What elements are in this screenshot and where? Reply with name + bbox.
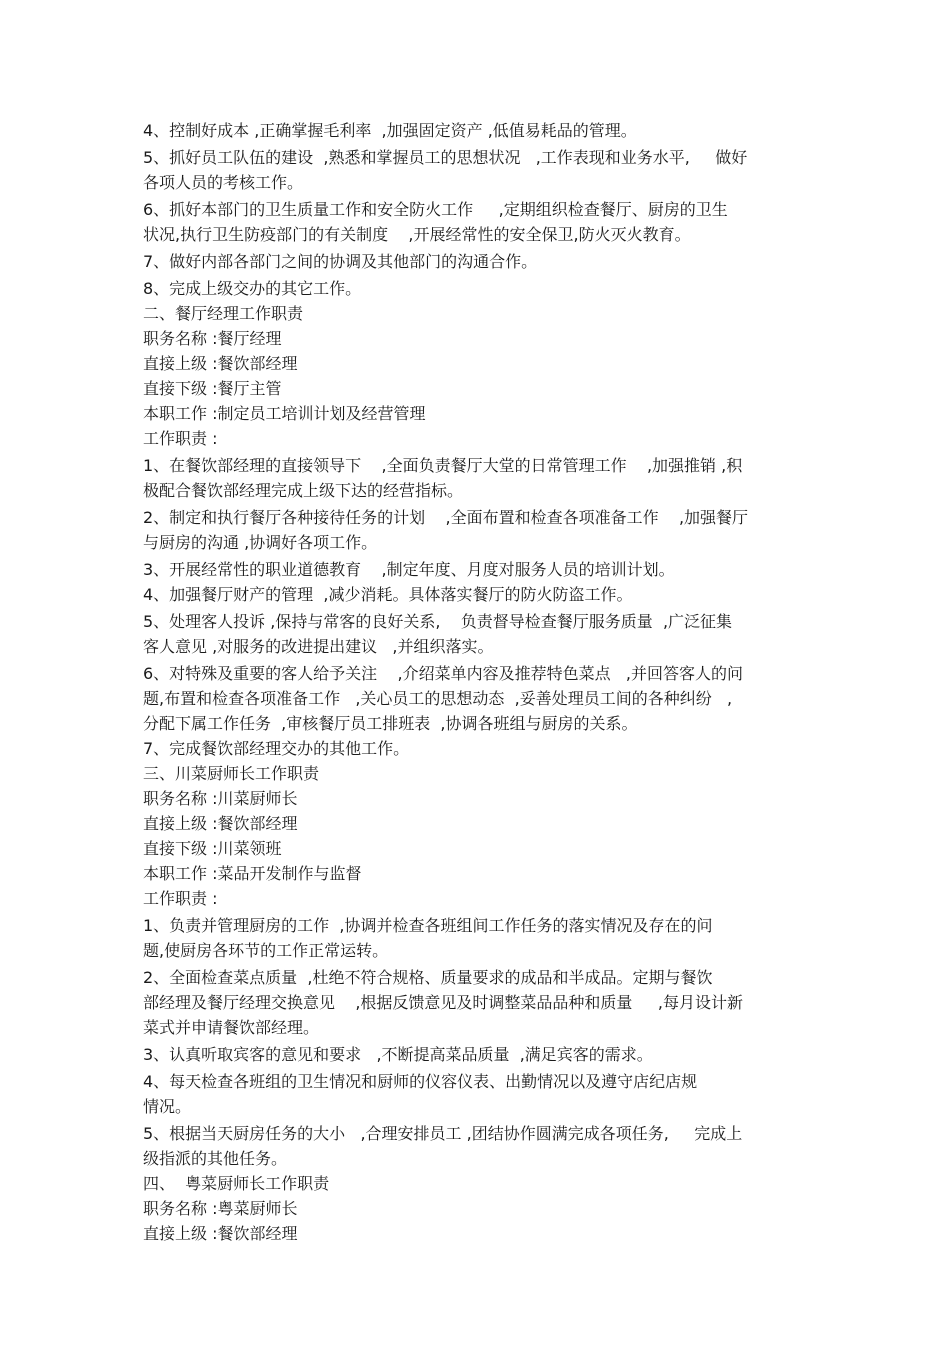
text-line: 题,布置和检查各项准备工作 ,关心员工的思想动态 ,妥善处理员工间的各种纠纷 , (143, 689, 733, 708)
text-line: 菜式并申请餐饮部经理。 (143, 1018, 320, 1037)
text-line: 职务名称 :餐厅经理 (143, 329, 282, 348)
text-line: 级指派的其他任务。 (143, 1149, 288, 1168)
text-line: 7、做好内部各部门之间的协调及其他部门的沟通合作。 (143, 252, 538, 271)
section-heading: 四、 粤菜厨师长工作职责 (143, 1174, 330, 1193)
text-line: 分配下属工作任务 ,审核餐厅员工排班表 ,协调各班组与厨房的关系。 (143, 714, 638, 733)
text-line: 4、控制好成本 ,正确掌握毛利率 ,加强固定资产 ,低值易耗品的管理。 (143, 121, 637, 140)
text-line: 6、对特殊及重要的客人给予关注 ,介绍菜单内容及推荐特色菜点 ,并回答客人的问 (143, 664, 743, 683)
text-line: 状况,执行卫生防疫部门的有关制度 ,开展经常性的安全保卫,防火灭火教育。 (143, 225, 691, 244)
text-line: 4、每天检查各班组的卫生情况和厨师的仪容仪表、出勤情况以及遵守店纪店规 (143, 1072, 698, 1091)
text-line: 本职工作 :制定员工培训计划及经营管理 (143, 404, 426, 423)
text-line: 与厨房的沟通 ,协调好各项工作。 (143, 533, 378, 552)
text-line: 7、完成餐饮部经理交办的其他工作。 (143, 739, 410, 758)
text-line: 直接上级 :餐饮部经理 (143, 1224, 298, 1243)
text-line: 2、全面检查菜点质量 ,杜绝不符合规格、质量要求的成品和半成品。定期与餐饮 (143, 968, 713, 987)
text-line: 工作职责 : (143, 889, 218, 908)
text-line: 题,使厨房各环节的工作正常运转。 (143, 941, 389, 960)
text-line: 1、在餐饮部经理的直接领导下 ,全面负责餐厅大堂的日常管理工作 ,加强推销 ,积 (143, 456, 743, 475)
text-line: 各项人员的考核工作。 (143, 173, 304, 192)
text-line: 直接上级 :餐饮部经理 (143, 354, 298, 373)
text-line: 直接下级 :餐厅主管 (143, 379, 282, 398)
text-line: 直接上级 :餐饮部经理 (143, 814, 298, 833)
section-heading: 三、川菜厨师长工作职责 (143, 764, 320, 783)
section-heading: 二、餐厅经理工作职责 (143, 304, 304, 323)
text-line: 职务名称 :川菜厨师长 (143, 789, 298, 808)
text-line: 5、根据当天厨房任务的大小 ,合理安排员工 ,团结协作圆满完成各项任务, 完成上 (143, 1124, 743, 1143)
text-line: 直接下级 :川菜领班 (143, 839, 282, 858)
text-line: 情况。 (143, 1097, 192, 1116)
text-line: 1、负责并管理厨房的工作 ,协调并检查各班组间工作任务的落实情况及存在的问 (143, 916, 713, 935)
text-line: 本职工作 :菜品开发制作与监督 (143, 864, 362, 883)
text-line: 2、制定和执行餐厅各种接待任务的计划 ,全面布置和检查各项准备工作 ,加强餐厅 (143, 508, 749, 527)
text-line: 4、加强餐厅财产的管理 ,减少消耗。具体落实餐厅的防火防盗工作。 (143, 585, 633, 604)
text-line: 5、处理客人投诉 ,保持与常客的良好关系, 负责督导检查餐厅服务质量 ,广泛征集 (143, 612, 733, 631)
text-line: 8、完成上级交办的其它工作。 (143, 279, 362, 298)
text-line: 3、认真听取宾客的意见和要求 ,不断提高菜品质量 ,满足宾客的需求。 (143, 1045, 653, 1064)
text-line: 极配合餐饮部经理完成上级下达的经营指标。 (143, 481, 464, 500)
text-line: 客人意见 ,对服务的改进提出建议 ,并组织落实。 (143, 637, 494, 656)
text-line: 工作职责 : (143, 429, 218, 448)
text-line: 3、开展经常性的职业道德教育 ,制定年度、月度对服务人员的培训计划。 (143, 560, 675, 579)
text-line: 5、抓好员工队伍的建设 ,熟悉和掌握员工的思想状况 ,工作表现和业务水平, 做好 (143, 148, 748, 167)
text-line: 部经理及餐厅经理交换意见 ,根据反馈意见及时调整菜品品种和质量 ,每月设计新 (143, 993, 743, 1012)
document-body (143, 118, 813, 1246)
text-line: 职务名称 :粤菜厨师长 (143, 1199, 298, 1218)
text-line: 6、抓好本部门的卫生质量工作和安全防火工作 ,定期组织检查餐厅、厨房的卫生 (143, 200, 728, 219)
